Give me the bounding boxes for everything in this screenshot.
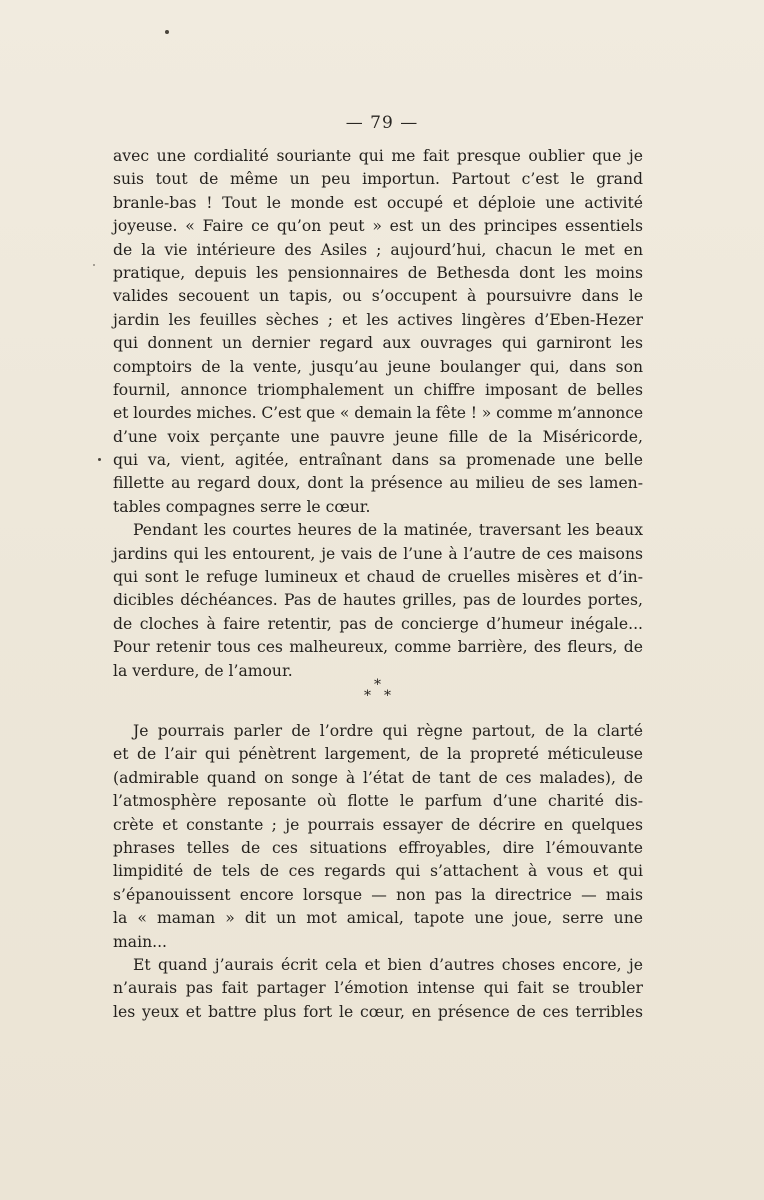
text-line: limpidité de tels de ces regards qui s’attachent à vous et qui	[113, 862, 643, 881]
text-line: Et quand j’aurais écrit cela et bien d’autres choses encore, je	[133, 955, 643, 974]
text-line: jardin les feuilles sèches ; et les actives lingères d’Eben-Hezer	[113, 310, 643, 329]
text-line: Je pourrais parler de l’ordre qui règne partout, de la clarté	[133, 722, 643, 740]
ink-speck	[165, 30, 169, 34]
paragraphs-section-2	[113, 720, 643, 1024]
text-line: avec une cordialité souriante qui me fait presque oublier que je	[113, 147, 643, 165]
text-line: main...	[113, 932, 167, 951]
asterism-star: *	[364, 688, 371, 704]
text-line: branle-bas ! Tout le monde est occupé et déploie une activité	[113, 193, 643, 212]
ink-speck	[93, 264, 95, 266]
text-line: jardins qui les entourent, je vais de l’une à l’autre de ces maisons	[113, 544, 643, 563]
text-line: d’une voix perçante une pauvre jeune fille de la Miséricorde,	[113, 427, 643, 446]
text-line: fillette au regard doux, dont la présence au milieu de ses lamen-	[113, 474, 643, 493]
text-line: l’atmosphère reposante où flotte le parfum d’une charité dis-	[113, 792, 643, 811]
asterism-star: *	[374, 677, 381, 693]
text-line: de cloches à faire retentir, pas de concierge d’humeur inégale...	[113, 614, 643, 633]
text-line: les yeux et battre plus fort le cœur, en présence de ces terribles	[113, 1002, 643, 1021]
text-line: qui sont le refuge lumineux et chaud de cruelles misères et d’in-	[113, 568, 643, 587]
text-line: Pendant les courtes heures de la matinée, traversant les beaux	[133, 521, 643, 540]
text-line: la verdure, de l’amour.	[113, 661, 293, 680]
text-line: suis tout de même un peu importun. Partout c’est le grand	[113, 170, 643, 189]
text-line: et lourdes miches. C’est que « demain la fête ! » comme m’annonce	[113, 404, 643, 423]
asterism-star: *	[384, 688, 391, 704]
text-line: s’épanouissent encore lorsque — non pas la directrice — mais	[113, 885, 643, 904]
text-line: comptoirs de la vente, jusqu’au jeune boulanger qui, dans son	[113, 357, 643, 376]
text-line: la « maman » dit un mot amical, tapote une joue, serre une	[113, 909, 643, 928]
text-line: n’aurais pas fait partager l’émotion intense qui fait se troubler	[113, 979, 643, 998]
text-line: et de l’air qui pénètrent largement, de la propreté méticuleuse	[113, 745, 643, 764]
text-line: (admirable quand on songe à l’état de tant de ces malades), de	[113, 768, 643, 787]
page-number: — 79 —	[345, 113, 419, 133]
text-line: pratique, depuis les pensionnaires de Bethesda dont les moins	[113, 263, 643, 282]
paragraphs-section-1	[113, 145, 643, 683]
text-line: dicibles déchéances. Pas de hautes grilles, pas de lourdes portes,	[113, 591, 643, 610]
text-line: tables compagnes serre le cœur.	[113, 497, 371, 516]
text-line: de la vie intérieure des Asiles ; aujourd’hui, chacun le met en	[113, 240, 643, 259]
text-line: joyeuse. « Faire ce qu’on peut » est un des principes essentiels	[113, 217, 643, 236]
text-line: crète et constante ; je pourrais essayer de décrire en quelques	[113, 815, 643, 834]
text-line: fournil, annonce triomphalement un chiffre imposant de belles	[113, 380, 643, 399]
text-line: phrases telles de ces situations effroyables, dire l’émouvante	[113, 838, 643, 857]
text-line: Pour retenir tous ces malheureux, comme barrière, des fleurs, de	[113, 638, 643, 657]
text-line: valides secouent un tapis, ou s’occupent à poursuivre dans le	[113, 287, 643, 306]
ink-speck	[98, 458, 101, 461]
text-line: qui donnent un dernier regard aux ouvrages qui garniront les	[113, 334, 643, 353]
section-break-asterism	[0, 678, 764, 708]
text-line: qui va, vient, agitée, entraînant dans sa promenade une belle	[113, 451, 643, 470]
